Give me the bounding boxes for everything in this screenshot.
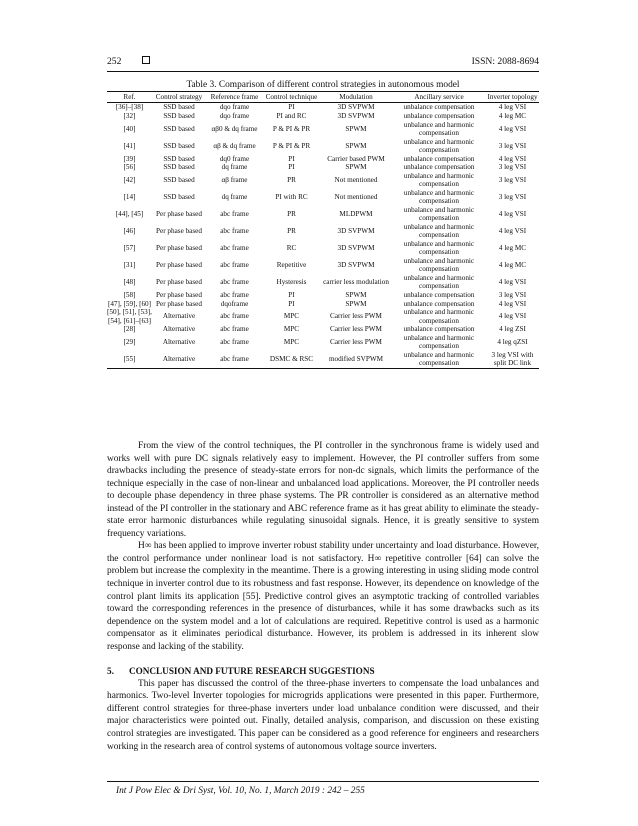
- table-cell: 3D SVPWM: [337, 261, 375, 270]
- table-cell: SSD based: [163, 124, 195, 133]
- table-cell: Per phase based: [156, 227, 202, 236]
- table-cell: SPWM: [345, 163, 367, 172]
- table-cell: [39]: [123, 154, 136, 163]
- table-cell: Carrier less PWM: [330, 338, 382, 347]
- table-cell: [31]: [123, 261, 136, 270]
- table-cell: 4 leg MC: [498, 261, 527, 270]
- table-cell: SSD based: [163, 112, 195, 121]
- table-cell: unbalance and harmonic compensation: [403, 172, 475, 189]
- table-cell: RC: [286, 244, 297, 253]
- table-cell: unbalance and harmonic compensation: [403, 308, 475, 325]
- table-cell: 4 leg VSI: [498, 210, 527, 219]
- table-row: [107, 274, 539, 291]
- table-cell: [58]: [123, 290, 136, 299]
- paragraph: From the view of the control techniques, the PI controller in the synchronous frame is widely used and works well with pure DC signals relatively easy to implement. However, the PI controller suffers from some drawbacks including the presence of steady-state errors for non-dc signals, which limits the performance of the technique especially in the case of non-linear and unbalanced load applications. Moreover, the PI controller needs to decouple phase dependency in three phase systems. The PR controller is considered as an alternative method instead of the PI controller in the stationary and ABC reference frame as it has great ability to eliminate the steady-state error harmonic disturbances while regulating sinusoidal signals. Hence, it is greatly sensitive to system frequency variations.: [107, 441, 539, 539]
- table-cell: PI with RC: [275, 193, 308, 202]
- col-header: Ref.: [123, 93, 136, 101]
- table-cell: SPWM: [345, 141, 367, 150]
- table-cell: SPWM: [345, 299, 367, 308]
- table-cell: unbalance and harmonic compensation: [403, 223, 475, 240]
- table-cell: 4 leg VSI: [498, 278, 527, 287]
- table-cell: SSD based: [163, 154, 195, 163]
- issn: ISSN: 2088-8694: [471, 56, 539, 67]
- table-cell: Alternative: [162, 312, 196, 321]
- table-cell: unbalance compensation: [403, 325, 475, 334]
- table-cell: SPWM: [345, 124, 367, 133]
- table-cell: 4 leg ZSI: [499, 325, 526, 334]
- table-cell: abc frame: [220, 278, 249, 287]
- table-cell: Not mentioned: [334, 193, 378, 202]
- table-cell: PI and RC: [276, 112, 307, 121]
- table-cell: Per phase based: [156, 210, 202, 219]
- table-cell: 4 leg qZSI: [497, 338, 528, 347]
- table-row: [107, 138, 539, 155]
- col-header: Modulation: [339, 93, 373, 101]
- table-cell: abc frame: [220, 338, 249, 347]
- table-cell: 4 leg VSI: [498, 154, 527, 163]
- table-cell: Per phase based: [156, 299, 202, 308]
- table-cell: PR: [287, 176, 296, 185]
- table-cell: MPC: [283, 312, 300, 321]
- table-row: [107, 291, 539, 300]
- table-cell: 3 leg VSI: [498, 193, 527, 202]
- table-cell: abc frame: [220, 244, 249, 253]
- footer-rule: [107, 781, 539, 782]
- table-cell: unbalance compensation: [403, 290, 475, 299]
- table-cell: dq frame: [221, 163, 248, 172]
- col-header: Control technique: [265, 93, 318, 101]
- col-header: Inverter topology: [487, 93, 538, 101]
- col-header: Reference frame: [210, 93, 259, 101]
- table-cell: abc frame: [220, 210, 249, 219]
- table-cell: [48]: [123, 278, 136, 287]
- table-cell: Carrier based PWM: [327, 154, 385, 163]
- table-cell: unbalance compensation: [403, 112, 475, 121]
- table-cell: Alternative: [162, 354, 196, 363]
- table-cell: carrier less modulation: [323, 278, 389, 287]
- table-row: [107, 299, 539, 308]
- table-cell: Per phase based: [156, 278, 202, 287]
- header-rule: [107, 71, 539, 72]
- table-cell: P & PI & PR: [272, 141, 311, 150]
- table-cell: [57]: [123, 244, 136, 253]
- table-row: [107, 103, 539, 112]
- table-row: [107, 223, 539, 240]
- table-cell: unbalance and harmonic compensation: [403, 120, 475, 138]
- table-row: [107, 308, 539, 325]
- table-row: [107, 172, 539, 189]
- table-cell: unbalance and harmonic compensation: [403, 350, 475, 368]
- table-cell: Not mentioned: [334, 176, 378, 185]
- table-cell: Carrier less PWM: [330, 325, 382, 334]
- table-cell: PI: [288, 290, 295, 299]
- table-cell: 3 leg VSI: [498, 141, 527, 150]
- table-cell: Per phase based: [156, 261, 202, 270]
- table-cell: [28]: [123, 325, 136, 334]
- table-cell: Alternative: [162, 325, 196, 334]
- table-cell: unbalance compensation: [403, 299, 475, 308]
- table-cell: [46]: [123, 227, 136, 236]
- table-cell: 3D SVPWM: [337, 244, 375, 253]
- table-cell: MPC: [283, 338, 300, 347]
- table-cell: abc frame: [220, 261, 249, 270]
- body-text: [107, 440, 539, 753]
- table-cell: DSMC & RSC: [269, 354, 314, 363]
- section-number: 5.: [107, 666, 114, 677]
- table-cell: Hysteresis: [276, 278, 307, 287]
- table-row: [107, 206, 539, 223]
- table-cell: [41]: [123, 141, 136, 150]
- section-heading: [107, 665, 539, 678]
- square-bullet-icon: [142, 56, 150, 64]
- table-cell: 4 leg VSI: [498, 103, 527, 112]
- col-header: Control strategy: [155, 93, 203, 101]
- table-cell: SSD based: [163, 163, 195, 172]
- table-cell: dqoframe: [220, 299, 249, 308]
- table-cell: SSD based: [163, 141, 195, 150]
- table-cell: unbalance and harmonic compensation: [403, 333, 475, 351]
- table-cell: [32]: [123, 112, 136, 121]
- table-cell: dqo frame: [219, 112, 250, 121]
- table-cell: [50], [51], [53], [54], [61]–[63]: [107, 308, 152, 325]
- table-cell: abc frame: [220, 312, 249, 321]
- table-cell: αβ0 & dq frame: [211, 124, 258, 133]
- table-row: [107, 240, 539, 257]
- table-header-row: [107, 92, 539, 103]
- table-cell: abc frame: [220, 354, 249, 363]
- table-cell: PI: [288, 299, 295, 308]
- table-cell: dq0 frame: [219, 154, 250, 163]
- table-cell: 3D SVPWM: [337, 112, 375, 121]
- table-cell: 4 leg VSI: [498, 124, 527, 133]
- table-cell: Carrier less PWM: [330, 312, 382, 321]
- table-row: [107, 189, 539, 206]
- table-cell: dqo frame: [219, 103, 250, 112]
- table-caption: Table 3. Comparison of different control strategies in autonomous model: [186, 80, 460, 90]
- table-cell: SSD based: [163, 176, 195, 185]
- table-cell: unbalance and harmonic compensation: [403, 206, 475, 223]
- table-cell: 4 leg MC: [498, 244, 527, 253]
- table-cell: 4 leg VSI: [498, 299, 527, 308]
- table-cell: [56]: [123, 163, 136, 172]
- table-cell: [47], [59], [60]: [107, 299, 152, 308]
- table-row: [107, 351, 539, 368]
- table-cell: [14]: [123, 193, 136, 202]
- paragraph: This paper has discussed the control of the three-phase inverters to compensate the load unbalances and harmonics. Two-level Inverter topologies for microgrids applications were presented in this paper. Furthermore, different control strategies for three-phase inverters under load unbalance condition were discussed, and their major characteristics were pointed out. Finally, detailed analysis, comparison, and discussion on these existing control strategies are investigated. This paper can be considered as a good reference for engineers and researchers working in the research area of control systems of autonomous voltage source inverters.: [107, 678, 539, 752]
- table-cell: 3 leg VSI: [498, 176, 527, 185]
- table-cell: 4 leg VSI: [498, 227, 527, 236]
- table-row: [107, 334, 539, 351]
- section-title: CONCLUSION AND FUTURE RESEARCH SUGGESTIONS: [129, 666, 375, 677]
- table-cell: 4 leg VSI: [498, 312, 527, 321]
- table-cell: PI: [288, 154, 295, 163]
- table-row: [107, 163, 539, 172]
- table-cell: 3D SVPWM: [337, 227, 375, 236]
- table-cell: PR: [287, 227, 296, 236]
- table-cell: unbalance compensation: [403, 154, 475, 163]
- table-cell: [29]: [123, 338, 136, 347]
- table-cell: P & PI & PR: [272, 124, 311, 133]
- table-row: [107, 155, 539, 164]
- table-cell: [44], [45]: [115, 210, 144, 219]
- table-cell: SSD based: [163, 193, 195, 202]
- comparison-table: [107, 91, 539, 369]
- table-cell: modified SVPWM: [328, 354, 384, 363]
- page-footer: Int J Pow Elec & Dri Syst, Vol. 10, No. 1, March 2019 : 242 – 255: [116, 786, 365, 796]
- table-cell: [40]: [123, 124, 136, 133]
- table-cell: SSD based: [163, 103, 195, 112]
- table-cell: 3 leg VSI: [498, 290, 527, 299]
- table-cell: PI: [288, 163, 295, 172]
- table-cell: abc frame: [220, 227, 249, 236]
- paragraph: H∞ has been applied to improve inverter robust stability under uncertainty and load disturbance. However, the control performance under nonlinear load is not satisfactory. H∞ repetitive controller [64] can solve the problem but increase the complexity in the meantime. There is a growing interesting in using sliding mode control technique in inverter control due to its robustness and fast response. However, its dependence on knowledge of the control plant limits its application [55]. Predictive control gives an asymptotic tracking of controlled variables toward the corresponding references in the presence of disturbances, while it has some drawbacks such as its dependence on the system model and a lot of calculations are required. Repetitive control is used as a harmonic compensator as it eliminates periodical disturbance. However, its problem is addressed in its inherent slow response and lacking of the stability.: [107, 541, 539, 652]
- table-cell: unbalance and harmonic compensation: [403, 189, 475, 206]
- table-cell: PR: [287, 210, 296, 219]
- table-cell: 3 leg VSI with split DC link: [491, 350, 534, 368]
- table-row: [107, 112, 539, 121]
- table-cell: abc frame: [220, 325, 249, 334]
- table-cell: [36]–[38]: [115, 103, 144, 112]
- table-cell: abc frame: [220, 290, 249, 299]
- table-cell: αβ & dq frame: [213, 141, 256, 150]
- table-cell: SPWM: [345, 290, 367, 299]
- table-cell: unbalance compensation: [403, 103, 475, 112]
- table-row: [107, 257, 539, 274]
- table-cell: unbalance and harmonic compensation: [403, 137, 475, 155]
- table-row: [107, 121, 539, 138]
- table-cell: Per phase based: [156, 244, 202, 253]
- table-cell: unbalance and harmonic compensation: [403, 256, 475, 274]
- page-header: [107, 56, 539, 70]
- table-cell: Per phase based: [156, 290, 202, 299]
- table-cell: Alternative: [162, 338, 196, 347]
- table-cell: PI: [288, 103, 295, 112]
- table-cell: unbalance compensation: [403, 163, 475, 172]
- table-cell: αβ frame: [221, 176, 248, 185]
- table-cell: dq frame: [221, 193, 248, 202]
- table-cell: 4 leg MC: [498, 112, 527, 121]
- table-cell: unbalance and harmonic compensation: [403, 273, 475, 291]
- table-cell: 3D SVPWM: [337, 103, 375, 112]
- table-cell: unbalance and harmonic compensation: [403, 239, 475, 257]
- table-cell: 3 leg VSI: [498, 163, 527, 172]
- table-row: [107, 325, 539, 334]
- table-cell: [42]: [123, 176, 136, 185]
- table-cell: [55]: [123, 354, 136, 363]
- table-cell: MLDPWM: [339, 210, 373, 219]
- page-number: 252: [107, 56, 122, 67]
- col-header: Ancillary service: [414, 93, 464, 101]
- table-cell: MPC: [283, 325, 300, 334]
- table-cell: Repetitive: [276, 261, 307, 270]
